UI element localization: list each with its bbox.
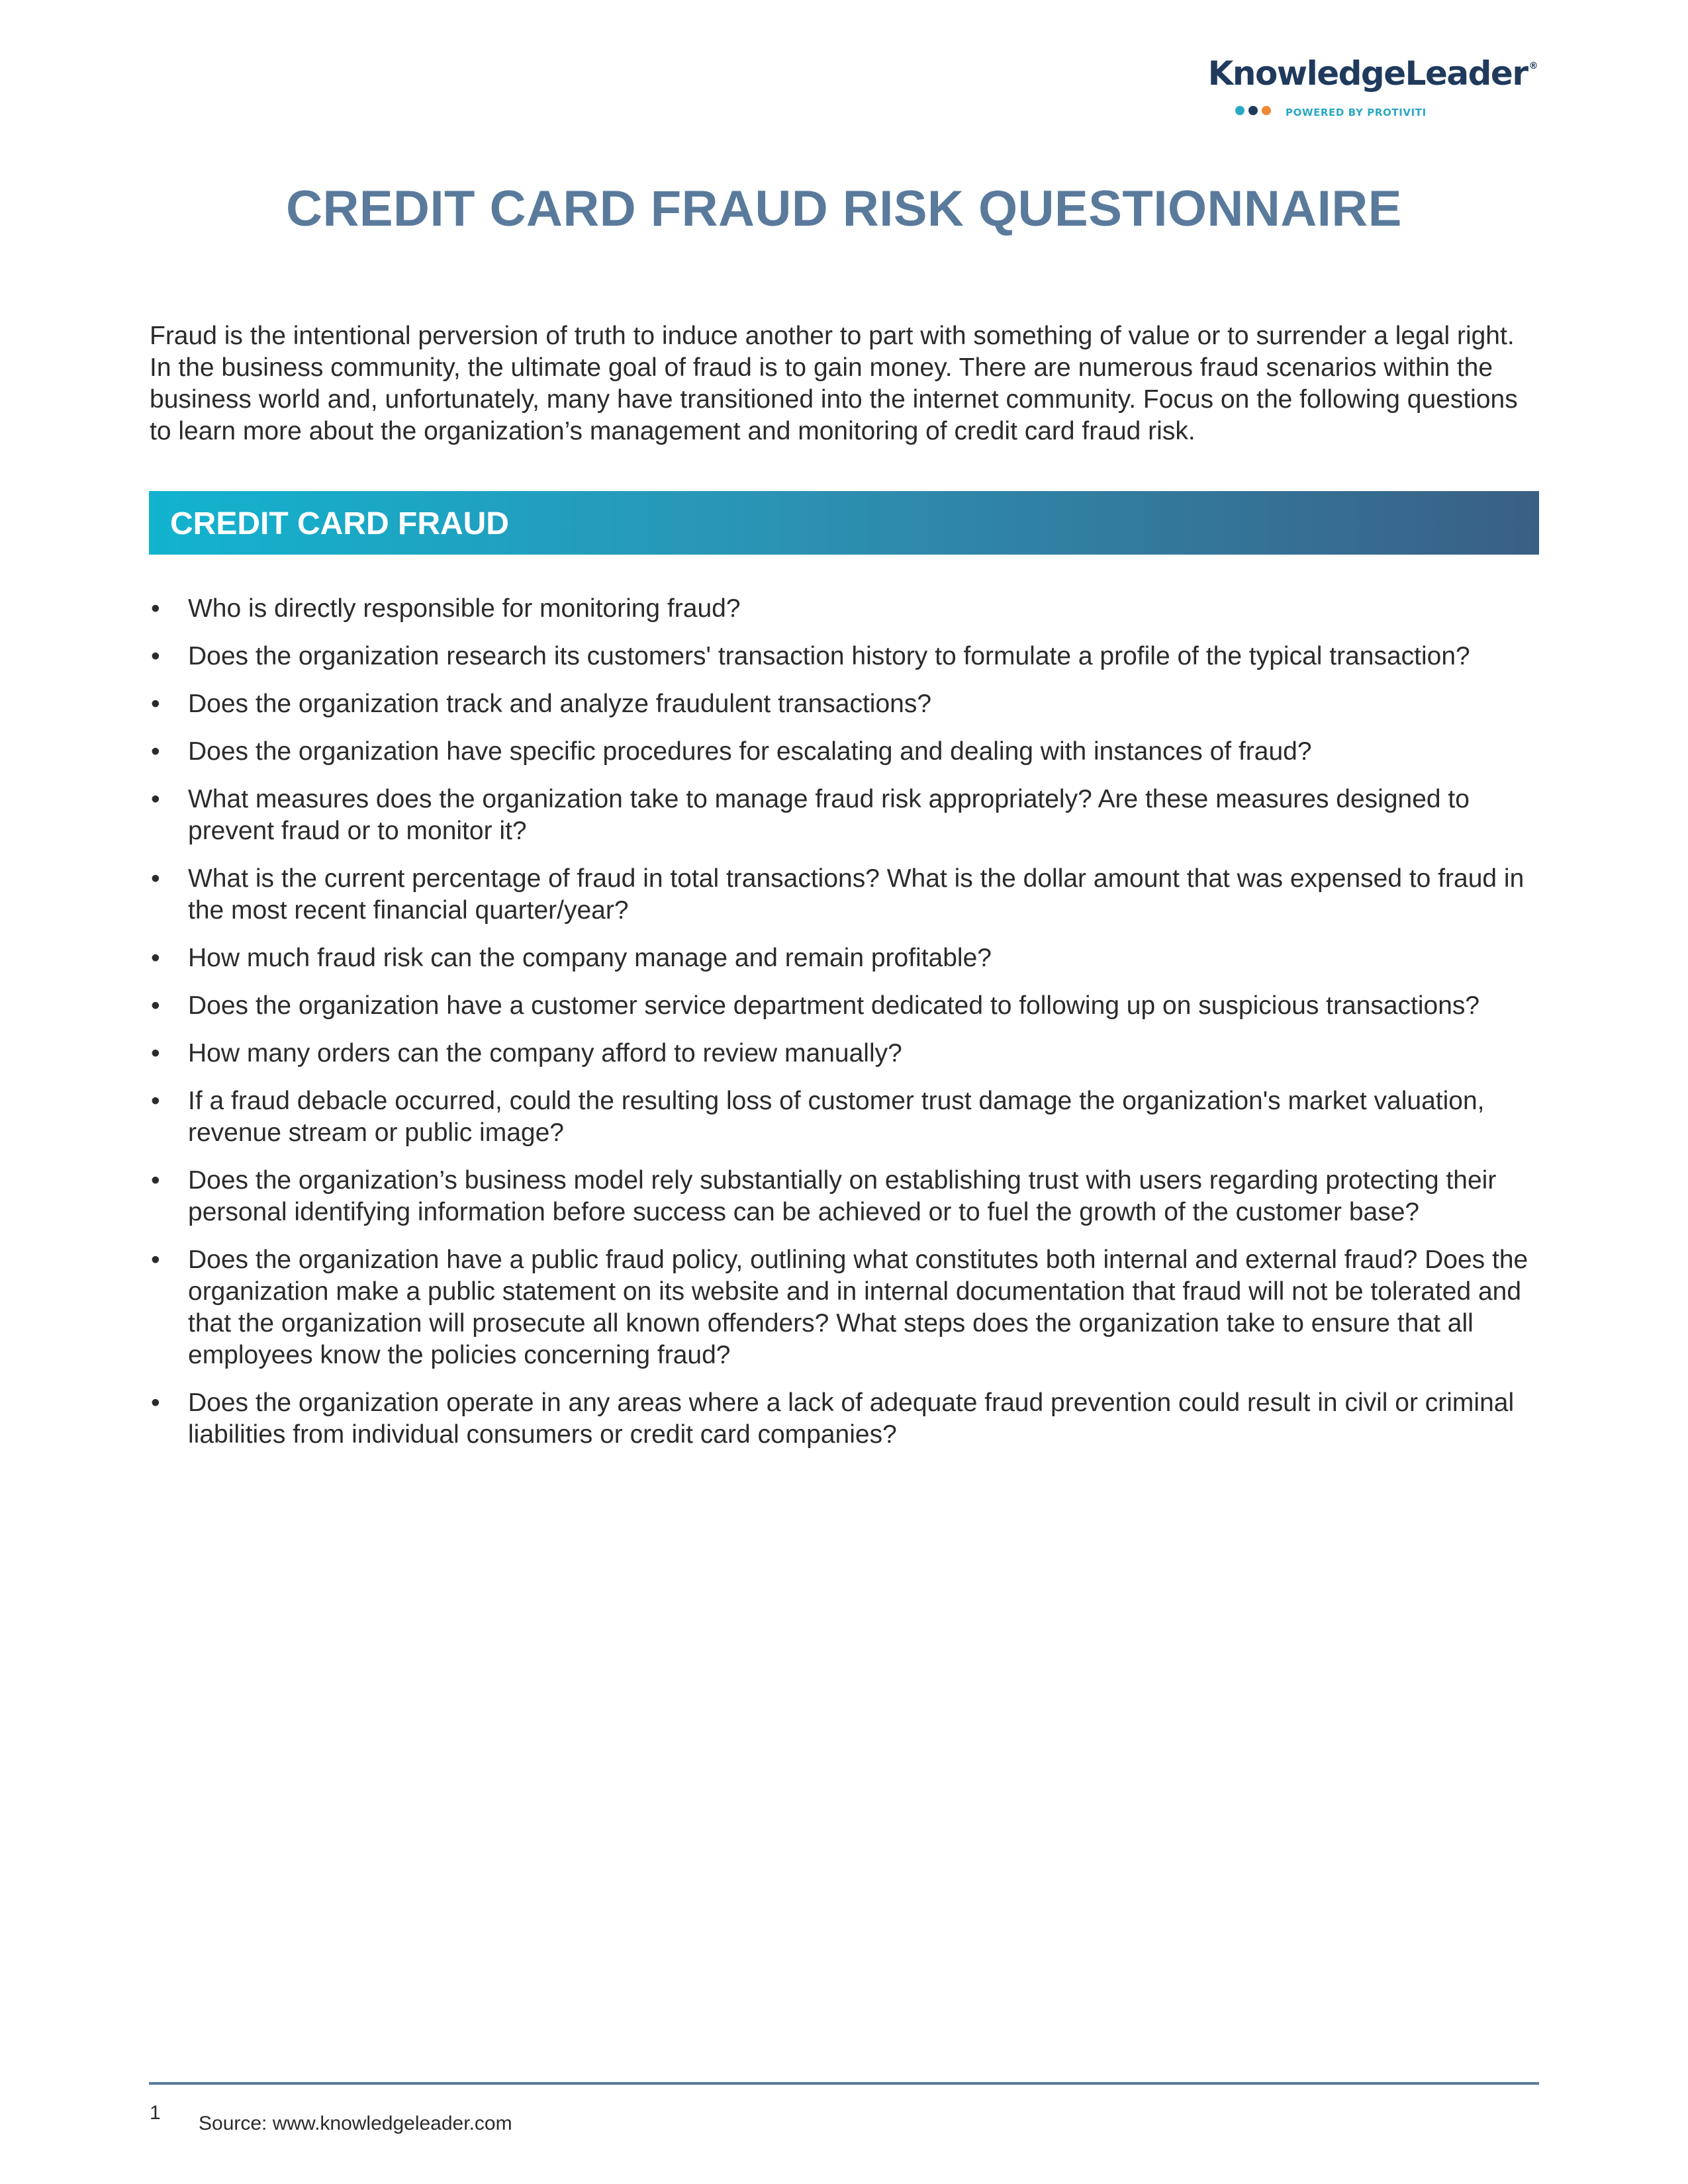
knowledgeleader-logo bbox=[1193, 54, 1537, 127]
question-text: Does the organization have a public fraud policy, outlining what constitutes both internal and external fraud? Does the organization make a public statement on its website and in internal documentation that fraud will not be tolerated and that the organization will prosecute all known offenders? What steps does the organization take to ensure that all employees know the policies concerning fraud? bbox=[188, 1246, 1528, 1369]
question-item bbox=[150, 641, 1540, 672]
question-item bbox=[150, 990, 1540, 1022]
bullet-marker: • bbox=[151, 1246, 160, 1274]
bullet-marker: • bbox=[151, 864, 160, 893]
bullet-marker: • bbox=[151, 594, 160, 623]
question-text: Does the organization research its customers' transaction history to formulate a profile of the typical transaction? bbox=[188, 642, 1470, 670]
question-text: Does the organization operate in any areas where a lack of adequate fraud prevention could result in civil or criminal liabilities from individual consumers or credit card companies? bbox=[188, 1388, 1515, 1449]
question-item bbox=[150, 1085, 1540, 1149]
question-item bbox=[150, 736, 1540, 768]
question-text: How many orders can the company afford to review manually? bbox=[188, 1039, 902, 1068]
logo-dots bbox=[1235, 106, 1271, 115]
bullet-marker: • bbox=[151, 944, 160, 972]
registered-mark: ® bbox=[1528, 61, 1537, 71]
question-item bbox=[150, 1387, 1540, 1451]
question-text: What measures does the organization take to manage fraud risk appropriately? Are these measures designed to prevent fraud or to monitor it? bbox=[188, 785, 1470, 845]
logo-dot-navy bbox=[1248, 106, 1258, 115]
bullet-marker: • bbox=[151, 642, 160, 670]
question-text: Who is directly responsible for monitoring fraud? bbox=[188, 594, 741, 623]
question-item bbox=[150, 1244, 1540, 1371]
source-footnote: Source: www.knowledgeleader.com bbox=[199, 2113, 512, 2134]
question-text: How much fraud risk can the company manage and remain profitable? bbox=[188, 944, 992, 972]
logo-dot-teal bbox=[1235, 106, 1244, 115]
question-item bbox=[150, 593, 1540, 625]
question-text: What is the current percentage of fraud in total transactions? What is the dollar amount that was expensed to fraud in the most recent financial quarter/year? bbox=[188, 864, 1524, 925]
question-text: Does the organization have specific procedures for escalating and dealing with instances of fraud? bbox=[188, 737, 1312, 766]
document-title: CREDIT CARD FRAUD RISK QUESTIONNAIRE bbox=[286, 181, 1402, 237]
question-text: If a fraud debacle occurred, could the resulting loss of customer trust damage the organization's market valuation, revenue stream or public image? bbox=[188, 1087, 1485, 1147]
bullet-marker: • bbox=[151, 1087, 160, 1115]
question-text: Does the organization’s business model rely substantially on establishing trust with users regarding protecting their personal identifying information before success can be achieved or to fuel the growth of the customer base? bbox=[188, 1166, 1497, 1226]
footer-divider bbox=[149, 2082, 1539, 2085]
question-item bbox=[150, 1165, 1540, 1228]
bullet-marker: • bbox=[151, 690, 160, 718]
question-item bbox=[150, 863, 1540, 927]
bullet-marker: • bbox=[151, 1039, 160, 1068]
page-number: 1 bbox=[150, 2102, 161, 2124]
logo-dot-orange bbox=[1262, 106, 1271, 115]
logo-name-text: KnowledgeLeader bbox=[1207, 54, 1528, 93]
question-list bbox=[150, 593, 1540, 1467]
section-heading: CREDIT CARD FRAUD bbox=[170, 506, 509, 541]
logo-tagline: POWERED BY PROTIVITI bbox=[1286, 107, 1427, 118]
bullet-marker: • bbox=[151, 785, 160, 813]
question-text: Does the organization have a customer service department dedicated to following up on suspicious transactions? bbox=[188, 991, 1480, 1020]
bullet-marker: • bbox=[151, 737, 160, 766]
question-item bbox=[150, 784, 1540, 847]
bullet-marker: • bbox=[151, 1388, 160, 1417]
bullet-marker: • bbox=[151, 991, 160, 1020]
question-item bbox=[150, 1038, 1540, 1069]
question-text: Does the organization track and analyze fraudulent transactions? bbox=[188, 690, 932, 718]
question-item bbox=[150, 688, 1540, 720]
logo-wordmark bbox=[1208, 54, 1537, 93]
section-header-bar bbox=[149, 491, 1539, 555]
bullet-marker: • bbox=[151, 1166, 160, 1195]
question-item bbox=[150, 942, 1540, 974]
intro-paragraph: Fraud is the intentional perversion of truth to induce another to part with something of value or to surrender a legal right. In the business community, the ultimate goal of fraud is to gain money. There are numerous fraud scenarios within the business world and, unfortunately, many have transitioned into the internet community. Focus on the following questions to learn more about the organization’s management and monitoring of credit card fraud risk. bbox=[150, 322, 1518, 445]
